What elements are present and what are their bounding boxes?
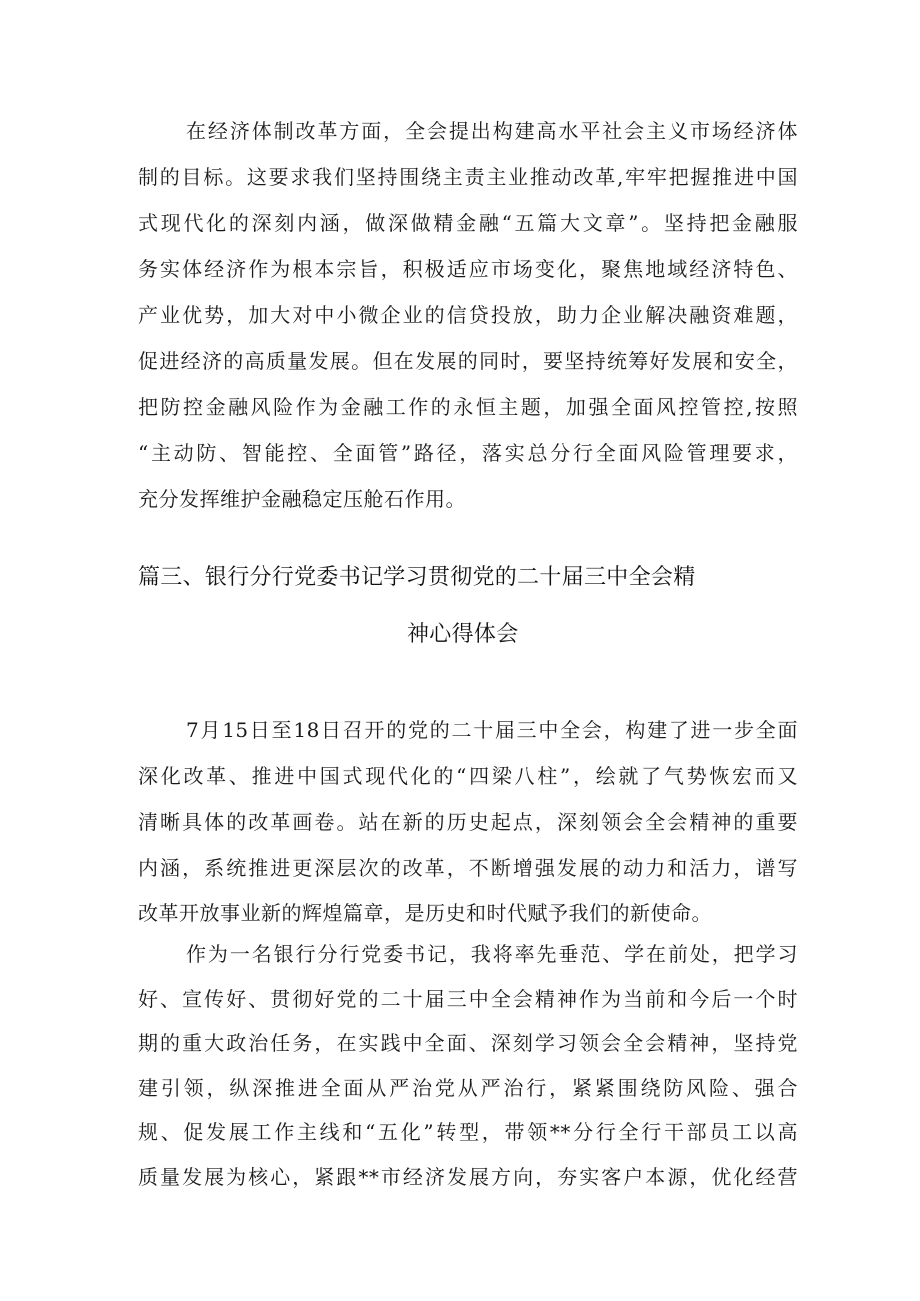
text-line: 务实体经济作为根本宗旨，积极适应市场变化，聚焦地域经济特色、 [138,257,798,281]
heading-line-1: 篇三、银行分行党委书记学习贯彻党的二十届三中全会精 [138,565,696,590]
text-line: 期的重大政治任务，在实践中全面、深刻学习领会全会精神，坚持党 [138,1031,798,1055]
text-line: 7月15日至18日召开的党的二十届三中全会，构建了进一步全面 [186,718,798,742]
text-line: 质量发展为核心，紧跟**市经济发展方向，夯实客户本源，优化经营 [138,1165,798,1189]
text-line: 好、宣传好、贯彻好党的二十届三中全会精神作为当前和今后一个时 [138,987,798,1011]
text-line: 规、促发展工作主线和“五化”转型，带领**分行全行干部员工以高 [138,1120,798,1144]
heading-line-2: 神心得体会 [407,622,519,647]
text-line: 在经济体制改革方面，全会提出构建高水平社会主义市场经济体 [186,119,798,143]
text-line: 促进经济的高质量发展。但在发展的同时，要坚持统筹好发展和安全， [138,349,798,373]
text-line: 式现代化的深刻内涵，做深做精金融“五篇大文章”。坚持把金融服 [138,211,798,235]
text-line: 内涵，系统推进更深层次的改革，不断增强发展的动力和活力，谱写 [138,856,798,880]
text-line: 充分发挥维护金融稳定压舱石作用。 [138,487,466,511]
text-line: 制的目标。这要求我们坚持围绕主责主业推动改革,牢牢把握推进中国 [138,165,798,189]
text-line: 把防控金融风险作为金融工作的永恒主题，加强全面风控管控,按照 [138,395,798,419]
text-line: 深化改革、推进中国式现代化的“四梁八柱”，绘就了气势恢宏而又 [138,764,798,788]
text-line: 改革开放事业新的辉煌篇章，是历史和时代赋予我们的新使命。 [138,901,712,925]
text-line: “主动防、智能控、全面管”路径，落实总分行全面风险管理要求， [138,441,798,465]
text-line: 产业优势，加大对中小微企业的信贷投放，助力企业解决融资难题， [138,303,798,327]
text-line: 建引领，纵深推进全面从严治党从严治行，紧紧围绕防风险、强合 [138,1076,798,1100]
text-line: 作为一名银行分行党委书记，我将率先垂范、学在前处，把学习 [186,942,798,966]
text-line: 清晰具体的改革画卷。站在新的历史起点，深刻领会全会精神的重要 [138,810,798,834]
